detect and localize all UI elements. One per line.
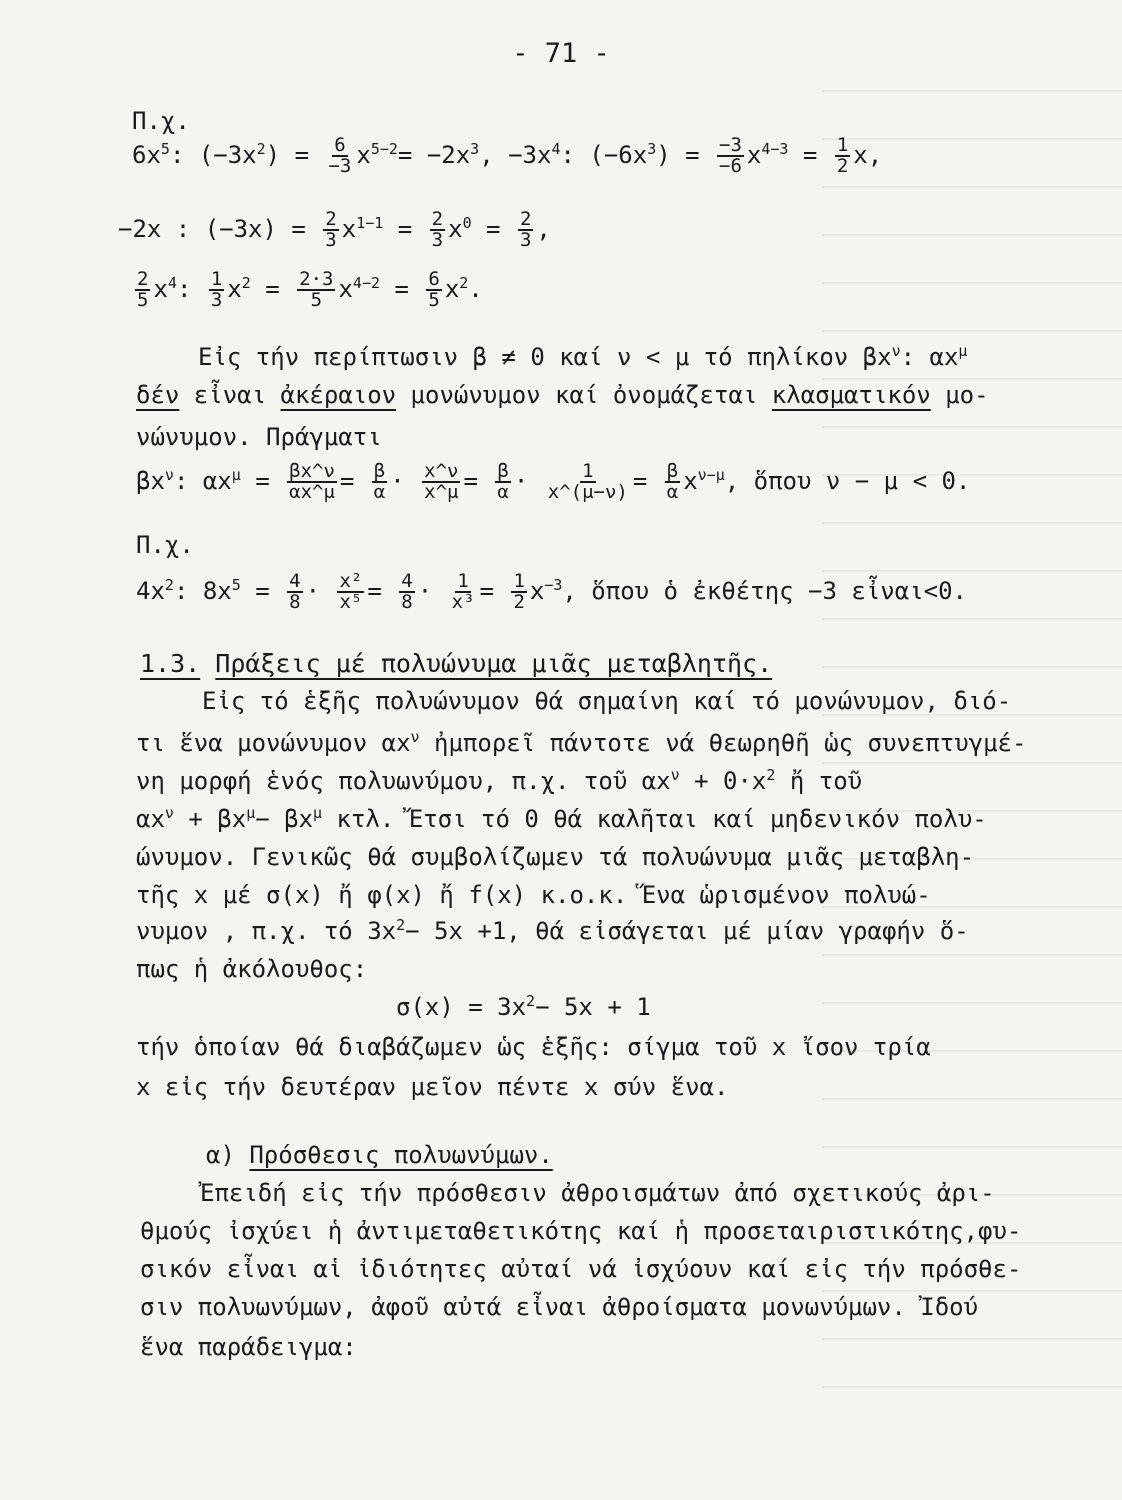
text-line: τήν ὁποίαν θά διαβάζωμεν ὡς ἑξῆς: σίγμα τοῦ x ἴσον τρία: [136, 1033, 931, 1061]
text-line: νυμον , π.χ. τό $3x^2- 5x +1$, θά εἰσάγεται μέ μίαν γραφήν ὅ-: [136, 916, 969, 945]
fraction: $\frac{2}{5}$: [137, 268, 149, 311]
text-line: τι ἕνα μονώνυμον $\alpha x^\nu$ ἠμπορεῖ πάντοτε νά θεωρηθῆ ὡς συνεπτυγμέ-: [136, 728, 1027, 757]
underlined-term: κλασματικόν: [771, 381, 931, 409]
text-line: Ἐπειδή εἰς τήν πρόσθεσιν ἀθροισμάτων ἀπό σχετικούς ἀρι-: [200, 1179, 995, 1207]
underlined-term: ἀκέραιον: [280, 381, 397, 409]
text-line: δέν εἶναι ἀκέραιον μονώνυμον καί ὀνομάζεται κλασματικόν μο-: [136, 381, 989, 409]
fraction: $\frac{1}{3}$: [210, 268, 223, 311]
text-line: νώνυμον. Πράγματι: [136, 423, 382, 451]
underlined-term: δέν: [136, 381, 180, 409]
fraction: $\frac{1}{x\^{}(\mu-\nu)}$: [547, 460, 628, 503]
fraction: $\frac{1}{\text{x³}}$: [451, 570, 475, 613]
equation-line: $6x^5$: $(-3x^2)$ = $\frac{6}{-3}$ $x^{5-2}= -2x^3$, $-3x^4$: $(-6x^3)$ = $\frac{-3}{-6}$ $x^{4-3}$ = $\frac{1}{2}$ x,: [132, 134, 883, 177]
section-title: Πράξεις μέ πολυώνυμα μιᾶς μεταβλητῆς.: [215, 649, 773, 678]
fraction: $\frac{x\^{}\nu}{x\^{}\mu}$: [424, 460, 459, 503]
fraction: $\frac{1}{2}$: [513, 570, 525, 613]
fraction: $\frac{6}{5}$: [428, 268, 440, 311]
fraction: $\frac{2}{3}$: [325, 208, 337, 251]
fraction: $\frac{\beta}{\alpha}$: [666, 460, 679, 503]
fraction: $\frac{-3}{-6}$: [719, 134, 742, 177]
display-equation: $\sigma(x) = 3x^2- 5x + 1$: [396, 992, 651, 1021]
text-line: Εἰς τό ἑξῆς πολυώνυμον θά σημαίνη καί τό μονώνυμον, διό-: [202, 687, 1012, 715]
fraction: $\frac{2\cdot 3}{5}$: [299, 268, 334, 311]
fraction: $\frac{4}{8}$: [401, 570, 413, 613]
equation-line: $\frac{2}{5}$ $x^4$: $\frac{1}{3}$ $x^2$ = $\frac{2\cdot 3}{5}$ $x^{4-2}$ = $\frac{6}{5}$ $x^2$.: [137, 268, 483, 311]
equation-line: −2x : (−3x) = $\frac{2}{3}$ $x^{1-1}$ = $\frac{2}{3}$ $x^0$ = $\frac{2}{3}$ ,: [118, 208, 551, 251]
fraction: $\frac{1}{2}$: [836, 134, 849, 177]
text-line: ώνυμον. Γενικῶς θά συμβολίζωμεν τά πολυώνυμα μιᾶς μεταβλη-: [136, 843, 975, 871]
text-line: τῆς x μέ σ(x) ἤ φ(x) ἤ f(x) κ.ο.κ. Ἕνα ὡρισμένον πολυώ-: [136, 881, 931, 909]
fraction: $\frac{6}{-3}$: [328, 134, 352, 177]
fraction: $\frac{\beta}{\alpha}$: [497, 460, 509, 503]
example-label: Π.χ.: [132, 107, 190, 135]
section-heading: [140, 650, 772, 678]
text-line: ἕνα παράδειγμα:: [140, 1333, 357, 1361]
section-number: 1.3.: [140, 649, 201, 678]
fraction: $\frac{\beta x\^{}\nu}{\alpha x\^{}\mu}$: [289, 460, 335, 503]
fraction: $\frac{2}{3}$: [519, 208, 532, 251]
subsection-title: Πρόσθεσις πολυωνύμων.: [249, 1141, 553, 1169]
text-line: νη μορφή ἑνός πολυωνύμου, π.χ. τοῦ $\alpha x^\nu + 0\cdot x^2$ ἤ τοῦ: [136, 766, 863, 795]
text-line: θμούς ἰσχύει ἡ ἀντιμεταθετικότης καί ἡ προσεταιριστικότης,φυ-: [140, 1217, 1022, 1245]
text-line: σιν πολυωνύμων, ἀφοῦ αὐτά εἶναι ἀθροίσματα μονωνύμων. Ἰδού: [140, 1293, 979, 1321]
fraction: $\frac{\text{x²}}{\text{x⁵}}$: [339, 570, 363, 613]
page-number: - 71 -: [512, 38, 610, 69]
fraction: $\frac{2}{3}$: [431, 208, 444, 251]
text-line: $\alpha x^\nu + \beta x^\mu- \beta x^\mu$ κτλ. Ἔτσι τό 0 θά καλῆται καί μηδενικόν πολυ-: [136, 804, 987, 833]
equation-line: $\beta x^\nu$: $\alpha x^\mu$ = $\frac{\beta x\^{}\nu}{\alpha x\^{}\mu}$ = $\frac{\beta}{\alpha}$ · $\frac{x\^{}\nu}{x\^{}\mu}$ = $\frac{\beta}{\alpha}$ · $\frac{1}{x\^{}(\mu-\nu)}$ = $\frac{\beta}{\alpha}$ $x^{\nu-\mu}$, ὅπου ν − μ < 0.: [136, 460, 971, 503]
text-line: σικόν εἶναι αἱ ἰδιότητες αὐταί νά ἰσχύουν καί εἰς τήν πρόσθε-: [140, 1255, 1022, 1283]
text-line: Εἰς τήν περίπτωσιν β ≠ 0 καί ν < μ τό πηλίκον $\beta x^\nu$: $\alpha x^\mu$: [198, 342, 968, 371]
subsection-heading: α) Πρόσθεσις πολυωνύμων.: [206, 1141, 553, 1169]
example-label: Π.χ.: [136, 531, 194, 559]
text-line: πως ἡ ἀκόλουθος:: [136, 955, 368, 983]
equation-line: $4x^2$: $8x^5$ = $\frac{4}{8}$ · $\frac{\text{x²}}{\text{x⁵}}$ = $\frac{4}{8}$ · $\frac{1}{\text{x³}}$ = $\frac{1}{2}$ $x^{-3}$, ὅπου ὁ ἐκθέτης −3 εἶναι<0.: [136, 570, 967, 613]
text-line: x εἰς τήν δευτέραν μεῖον πέντε x σύν ἕνα.: [136, 1073, 729, 1101]
fraction: $\frac{4}{8}$: [289, 570, 301, 613]
fraction: $\frac{\beta}{\alpha}$: [373, 460, 386, 503]
